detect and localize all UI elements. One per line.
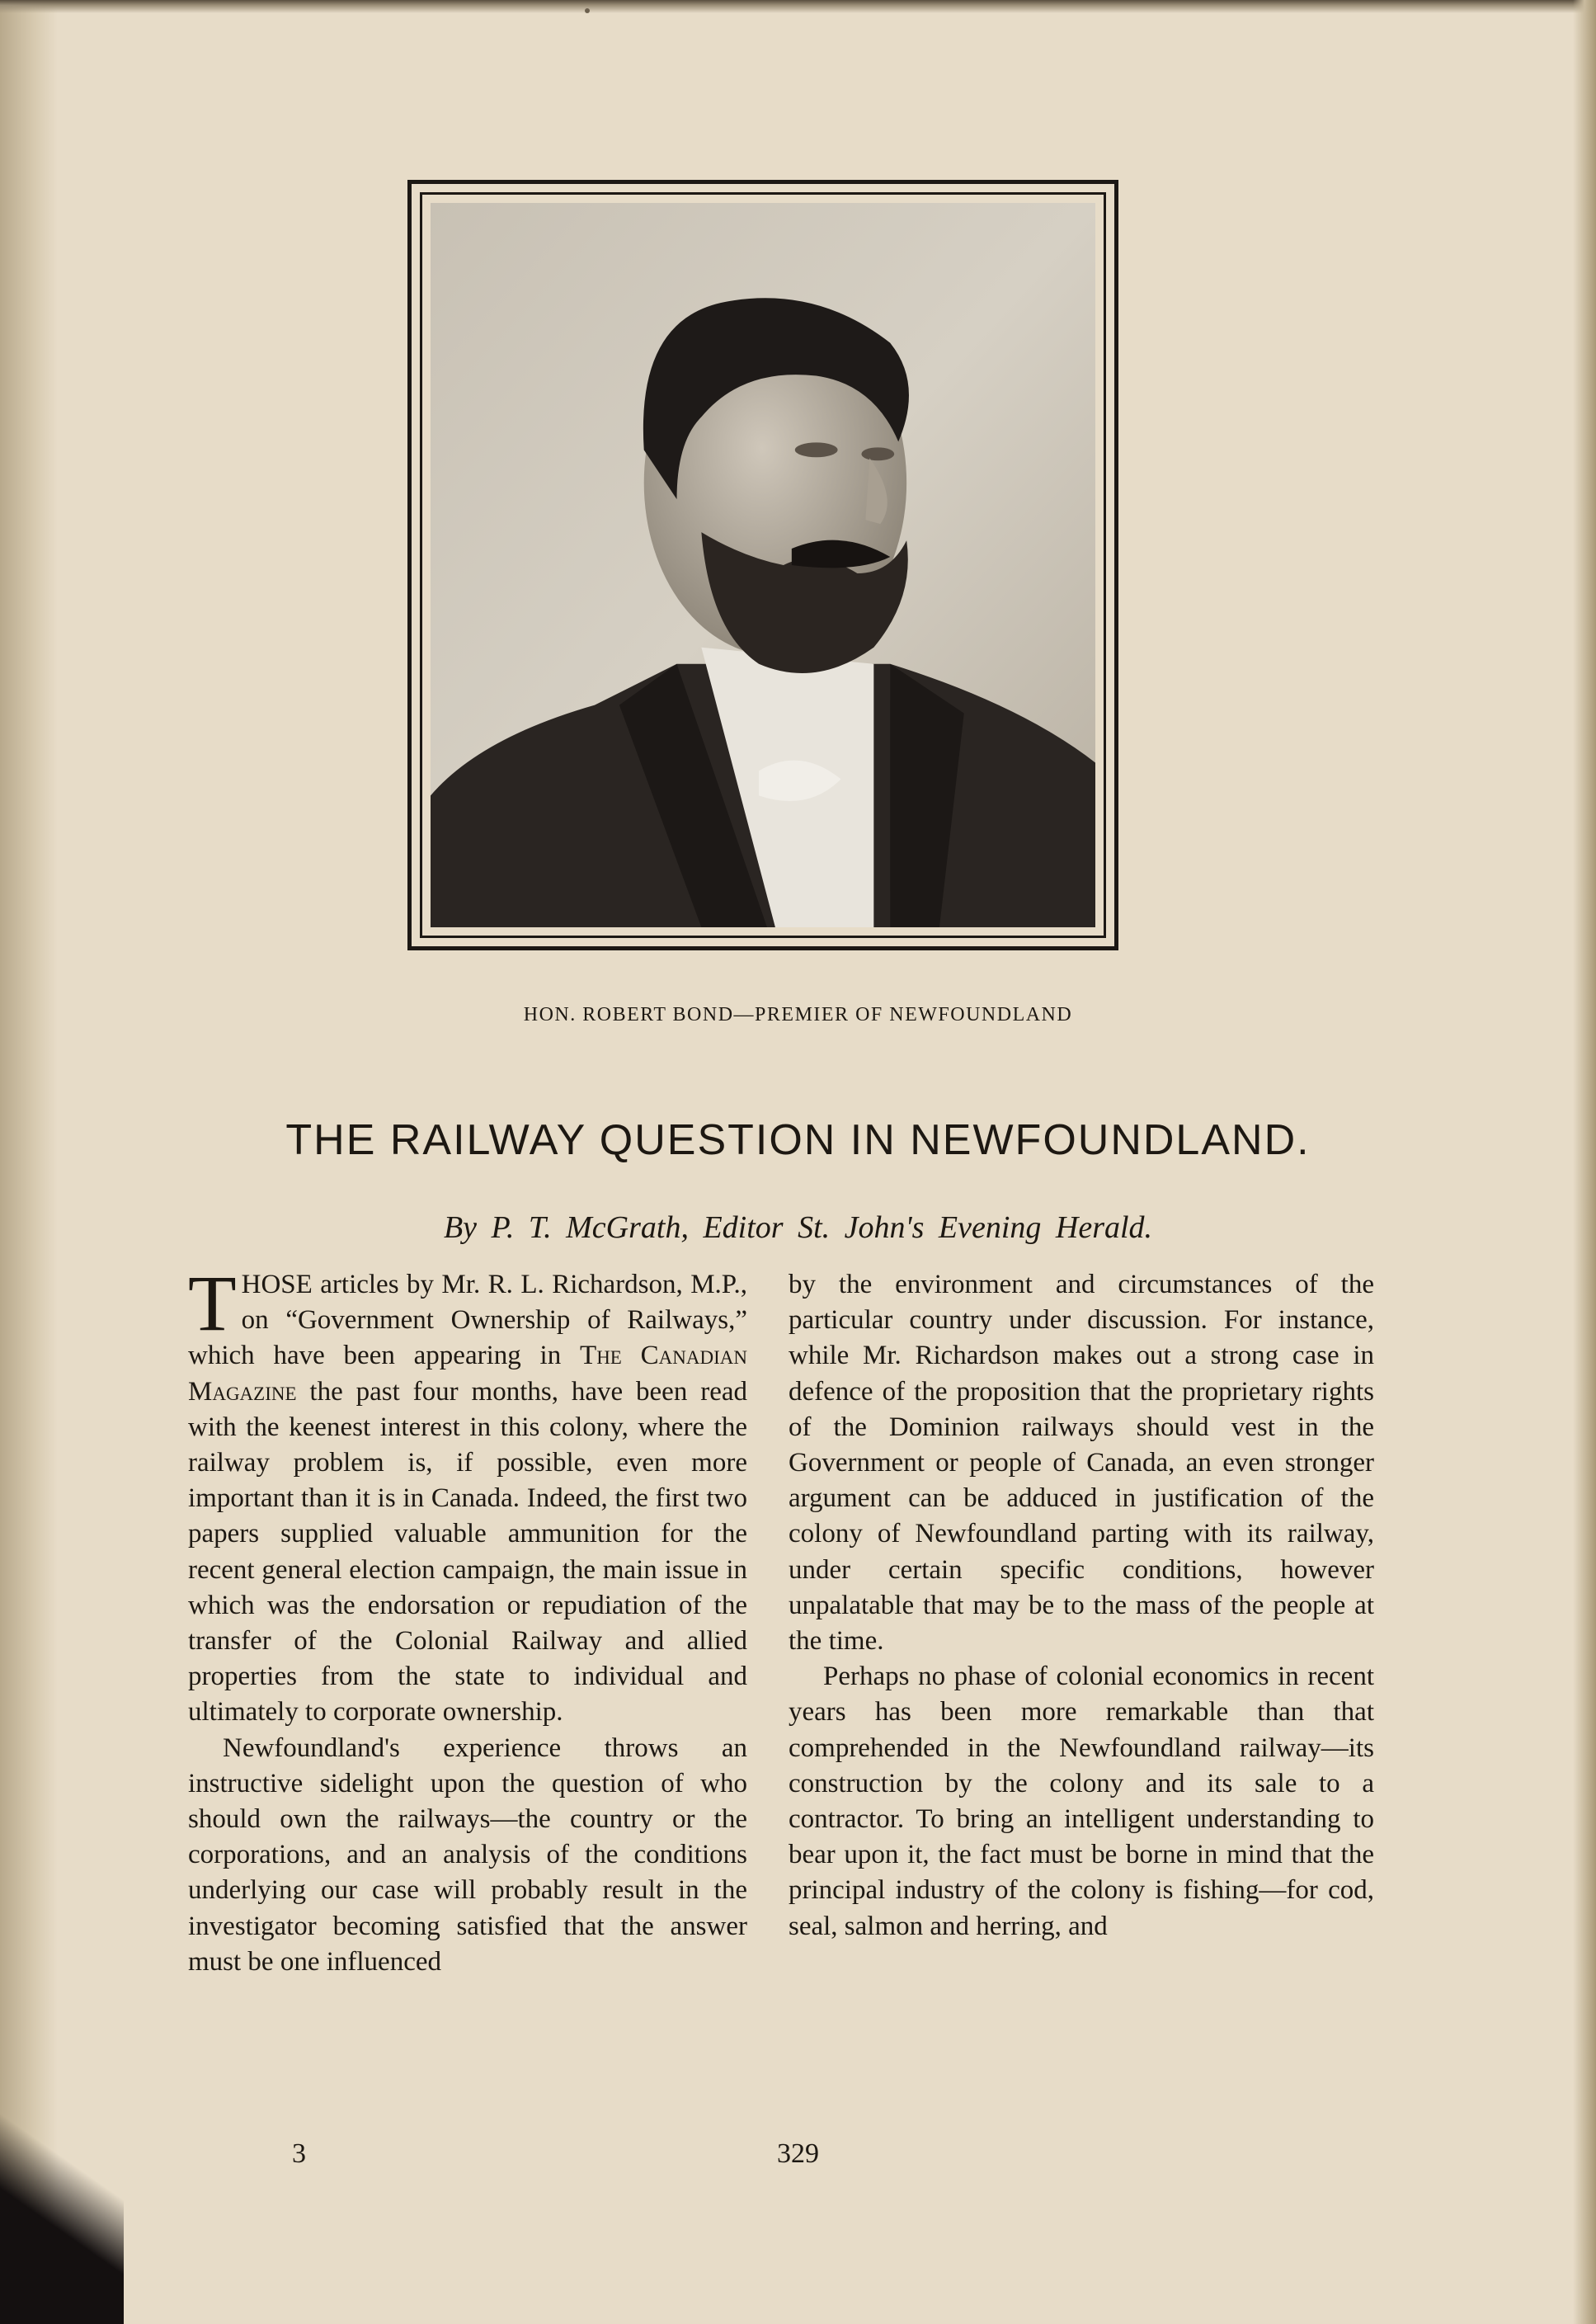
signature-mark: 3 (292, 2138, 306, 2169)
paragraph-1-lead: HOSE articles by Mr. R. L. Richardson, M.P., on “Government Ownership of Railways,” which have been appearing in (188, 1270, 747, 1371)
article-column-right (789, 1267, 1374, 1945)
magazine-name: The Canadian Magazine (188, 1341, 747, 1407)
article-byline: By P. T. McGrath, Editor St. John's Evening Herald. (443, 1210, 1153, 1245)
portrait-photo (431, 203, 1095, 927)
paragraph-1-continued: by the environment and circumstances of the particular country under discussion. For instance, while Mr. Richardson makes out a strong case in defence of the proposition that the proprietary rights of the Dominion railways should vest in the Government or people of Canada, an even stronger argument can be adduced in justification of the colony of Newfoundland parting with its railway, under certain specific conditions, however unpalatable that may be to the mass of the people at the time. (789, 1270, 1374, 1657)
portrait-caption: HON. ROBERT BOND—PREMIER OF NEWFOUNDLAND (523, 1004, 1073, 1025)
paragraph-2: Newfoundland's experience throws an instructive sidelight upon the question of who should own the railways—the country or the corporations, and an analysis of the conditions underlying our case will probably result in the investigator becoming satisfied that the answer must be one influenced (188, 1732, 747, 1977)
page-number: 329 (777, 2138, 819, 2169)
paragraph-1-rest: the past four months, have been read with the keenest interest in this colony, where the railway problem is, if possible, even more important than it is in Canada. Indeed, the first two papers supplied valuable ammunition for the recent general election campaign, the main issue in which was the endorsation or repudiation of the transfer of the Colonial Railway and allied properties from the state to individual and ultimately to corporate ownership. (188, 1376, 747, 1728)
page-top-edge (0, 0, 1596, 13)
portrait-frame (407, 180, 1118, 950)
drop-cap: T (188, 1259, 237, 1347)
portrait-inner-border (420, 192, 1106, 938)
article-column-left (188, 1259, 747, 1980)
article-title: THE RAILWAY QUESTION IN NEWFOUNDLAND. (285, 1116, 1311, 1164)
paragraph-3: Perhaps no phase of colonial economics in recent years has been more remarkable than that comprehended in the Newfoundland railway—its construction by the colony and its sale to a contractor. To bring an intelligent understanding to bear upon it, the fact must be borne in mind that the principal industry of the colony is fishing—for cod, seal, salmon and herring, and (789, 1662, 1374, 1941)
pencil-mark (585, 8, 590, 13)
paragraph-1 (188, 1259, 747, 1731)
